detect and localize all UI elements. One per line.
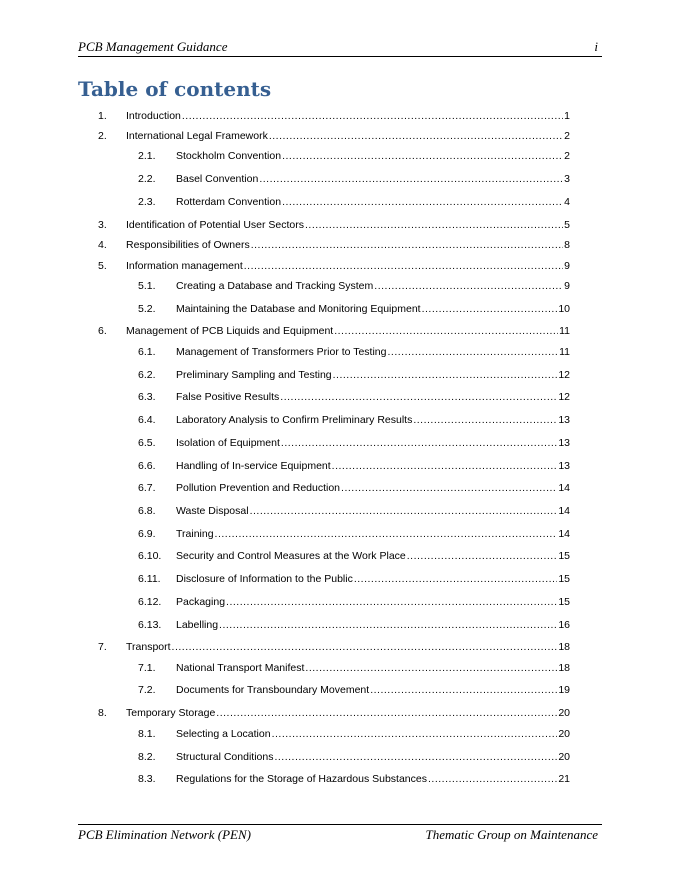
toc-entry-number: 8. xyxy=(98,707,107,719)
toc-entry-page: 8 xyxy=(564,239,570,251)
toc-entry-number: 1. xyxy=(98,110,107,122)
toc-entry[interactable] xyxy=(98,641,570,653)
page-header xyxy=(78,38,602,57)
toc-leader-dots xyxy=(282,196,563,208)
toc-leader-dots xyxy=(244,260,563,272)
toc-entry-number: 7. xyxy=(98,641,107,653)
toc-entry[interactable] xyxy=(138,550,570,562)
toc-entry-label: Temporary Storage xyxy=(126,707,216,719)
toc-entry-label: Stockholm Convention xyxy=(176,150,282,162)
toc-leader-dots xyxy=(282,150,563,162)
toc-entry-page: 15 xyxy=(558,573,570,585)
toc-entry-page: 14 xyxy=(558,528,570,540)
toc-entry-number: 6.10. xyxy=(138,550,162,562)
toc-entry-page: 16 xyxy=(558,619,570,631)
toc-entry-label: Packaging xyxy=(176,596,226,608)
toc-entry-number: 6.11. xyxy=(138,573,161,585)
toc-entry-page: 5 xyxy=(564,219,570,231)
toc-entry-label: Pollution Prevention and Reduction xyxy=(176,482,341,494)
toc-leader-dots xyxy=(374,280,563,292)
footer-right: Thematic Group on Maintenance xyxy=(425,827,598,842)
toc-entry-number: 4. xyxy=(98,239,107,251)
toc-entry[interactable] xyxy=(98,219,570,231)
toc-entry-number: 8.3. xyxy=(138,773,156,785)
toc-leader-dots xyxy=(341,482,557,494)
toc-entry[interactable] xyxy=(98,707,570,719)
toc-entry-number: 7.2. xyxy=(138,684,156,696)
toc-entry-page: 2 xyxy=(564,130,570,142)
toc-entry-page: 13 xyxy=(558,460,570,472)
toc-entry-page: 9 xyxy=(564,260,570,272)
toc-leader-dots xyxy=(259,173,563,185)
toc-title: Table of contents xyxy=(78,77,272,101)
toc-leader-dots xyxy=(354,573,557,585)
header-title: PCB Management Guidance xyxy=(78,39,228,54)
toc-entry-number: 2.3. xyxy=(138,196,156,208)
toc-leader-dots xyxy=(274,751,557,763)
toc-entry-label: False Positive Results xyxy=(176,391,280,403)
toc-leader-dots xyxy=(428,773,557,785)
toc-entry-number: 6.3. xyxy=(138,391,156,403)
toc-entry-number: 6.12. xyxy=(138,596,162,608)
toc-entry[interactable] xyxy=(138,596,570,608)
toc-leader-dots xyxy=(250,505,558,517)
toc-entry[interactable] xyxy=(138,414,570,426)
toc-entry-page: 18 xyxy=(558,662,570,674)
toc-entry-page: 12 xyxy=(558,391,570,403)
toc-entry[interactable] xyxy=(138,173,570,185)
toc-leader-dots xyxy=(333,369,558,381)
toc-entry-number: 6.7. xyxy=(138,482,156,494)
toc-leader-dots xyxy=(182,110,563,122)
toc-entry-number: 8.1. xyxy=(138,728,156,740)
toc-entry[interactable] xyxy=(138,751,570,763)
toc-entry-label: Laboratory Analysis to Confirm Preliminary Results xyxy=(176,414,413,426)
toc-entry[interactable] xyxy=(138,196,570,208)
toc-entry-label: Disclosure of Information to the Public xyxy=(176,573,353,585)
toc-entry[interactable] xyxy=(138,346,570,358)
toc-entry-label: National Transport Manifest xyxy=(176,662,305,674)
toc-entry-number: 6.2. xyxy=(138,369,156,381)
toc-leader-dots xyxy=(215,528,558,540)
toc-entry[interactable] xyxy=(138,728,570,740)
toc-leader-dots xyxy=(422,303,558,315)
toc-entry-label: Handling of In-service Equipment xyxy=(176,460,331,472)
toc-leader-dots xyxy=(226,596,557,608)
toc-entry-page: 11 xyxy=(559,346,570,358)
toc-entry-label: Creating a Database and Tracking System xyxy=(176,280,374,292)
toc-leader-dots xyxy=(281,437,557,449)
toc-entry-label: Information management xyxy=(126,260,243,272)
toc-entry-number: 6.8. xyxy=(138,505,156,517)
toc-entry-page: 15 xyxy=(558,596,570,608)
toc-entry[interactable] xyxy=(138,573,570,585)
toc-entry-page: 21 xyxy=(558,773,570,785)
toc-entry-label: Structural Conditions xyxy=(176,751,274,763)
toc-entry-page: 12 xyxy=(558,369,570,381)
toc-entry-number: 6. xyxy=(98,325,107,337)
toc-entry[interactable] xyxy=(98,239,570,251)
toc-entry-page: 4 xyxy=(564,196,570,208)
toc-entry[interactable] xyxy=(138,280,570,292)
toc-entry-number: 2.2. xyxy=(138,173,156,185)
toc-entry-number: 6.9. xyxy=(138,528,156,540)
toc-entry[interactable] xyxy=(138,460,570,472)
toc-entry-number: 3. xyxy=(98,219,107,231)
toc-entry-number: 5.1. xyxy=(138,280,156,292)
toc-entry[interactable] xyxy=(138,391,570,403)
toc-entry[interactable] xyxy=(98,325,570,337)
toc-entry-label: Identification of Potential User Sectors xyxy=(126,219,305,231)
toc-leader-dots xyxy=(251,239,563,251)
toc-entry[interactable] xyxy=(138,619,570,631)
toc-entry[interactable] xyxy=(138,773,570,785)
toc-entry-label: Preliminary Sampling and Testing xyxy=(176,369,332,381)
toc-entry-label: Transport xyxy=(126,641,171,653)
toc-entry-number: 7.1. xyxy=(138,662,156,674)
toc-entry[interactable] xyxy=(138,684,570,696)
toc-leader-dots xyxy=(216,707,557,719)
toc-entry-label: Documents for Transboundary Movement xyxy=(176,684,370,696)
footer-left: PCB Elimination Network (PEN) xyxy=(78,827,251,842)
toc-leader-dots xyxy=(413,414,557,426)
toc-entry-page: 15 xyxy=(558,550,570,562)
toc-entry-label: Training xyxy=(176,528,214,540)
toc-entry-label: Responsibilities of Owners xyxy=(126,239,250,251)
toc-leader-dots xyxy=(272,728,558,740)
toc-leader-dots xyxy=(280,391,557,403)
toc-entry-page: 13 xyxy=(558,414,570,426)
toc-entry-label: Security and Control Measures at the Work Place xyxy=(176,550,406,562)
toc-entry-number: 2.1. xyxy=(138,150,156,162)
toc-entry-page: 20 xyxy=(558,751,570,763)
toc-entry-number: 8.2. xyxy=(138,751,156,763)
toc-entry-label: Rotterdam Convention xyxy=(176,196,282,208)
toc-leader-dots xyxy=(387,346,558,358)
toc-entry-page: 18 xyxy=(558,641,570,653)
toc-leader-dots xyxy=(172,641,558,653)
toc-leader-dots xyxy=(219,619,557,631)
toc-entry-number: 6.5. xyxy=(138,437,156,449)
toc-entry-label: Maintaining the Database and Monitoring Equipment xyxy=(176,303,421,315)
toc-entry-number: 5.2. xyxy=(138,303,156,315)
toc-entry[interactable] xyxy=(98,110,570,122)
toc-entry-number: 6.4. xyxy=(138,414,156,426)
toc-entry-page: 13 xyxy=(558,437,570,449)
toc-entry-page: 14 xyxy=(558,482,570,494)
toc-entry-label: Regulations for the Storage of Hazardous Substances xyxy=(176,773,427,785)
toc-entry-number: 6.1. xyxy=(138,346,156,358)
toc-entry-page: 10 xyxy=(558,303,570,315)
toc-entry[interactable] xyxy=(98,130,570,142)
toc-entry[interactable] xyxy=(138,505,570,517)
toc-leader-dots xyxy=(407,550,558,562)
toc-leader-dots xyxy=(332,460,558,472)
toc-leader-dots xyxy=(305,219,563,231)
toc-entry-label: Selecting a Location xyxy=(176,728,271,740)
toc-entry-label: Introduction xyxy=(126,110,181,122)
toc-entry-page: 20 xyxy=(558,707,570,719)
toc-leader-dots xyxy=(370,684,557,696)
toc-entry-page: 20 xyxy=(558,728,570,740)
toc-entry[interactable] xyxy=(98,260,570,272)
toc-leader-dots xyxy=(305,662,557,674)
toc-entry[interactable] xyxy=(138,369,570,381)
toc-entry-page: 2 xyxy=(564,150,570,162)
toc-entry-page: 9 xyxy=(564,280,570,292)
toc-entry-label: International Legal Framework xyxy=(126,130,268,142)
toc-entry[interactable] xyxy=(138,437,570,449)
toc-entry[interactable] xyxy=(138,150,570,162)
toc-entry-label: Basel Convention xyxy=(176,173,259,185)
toc-entry-number: 5. xyxy=(98,260,107,272)
toc-entry-page: 3 xyxy=(564,173,570,185)
toc-entry-number: 6.13. xyxy=(138,619,162,631)
toc-entry-page: 19 xyxy=(558,684,570,696)
toc-leader-dots xyxy=(334,325,558,337)
toc-entry-label: Management of PCB Liquids and Equipment xyxy=(126,325,334,337)
toc-entry-page: 1 xyxy=(564,110,570,122)
toc-entry-label: Labelling xyxy=(176,619,219,631)
toc-entry[interactable] xyxy=(138,662,570,674)
toc-entry[interactable] xyxy=(138,482,570,494)
toc-entry[interactable] xyxy=(138,303,570,315)
header-page-number: i xyxy=(594,39,598,54)
toc-entry-page: 11 xyxy=(559,325,570,337)
toc-entry-page: 14 xyxy=(558,505,570,517)
page-footer xyxy=(78,824,602,843)
toc-leader-dots xyxy=(269,130,563,142)
toc-entry-label: Waste Disposal xyxy=(176,505,249,517)
toc-entry-label: Management of Transformers Prior to Testing xyxy=(176,346,387,358)
toc-entry[interactable] xyxy=(138,528,570,540)
toc-entry-number: 2. xyxy=(98,130,107,142)
toc-entry-label: Isolation of Equipment xyxy=(176,437,280,449)
toc-entry-number: 6.6. xyxy=(138,460,156,472)
